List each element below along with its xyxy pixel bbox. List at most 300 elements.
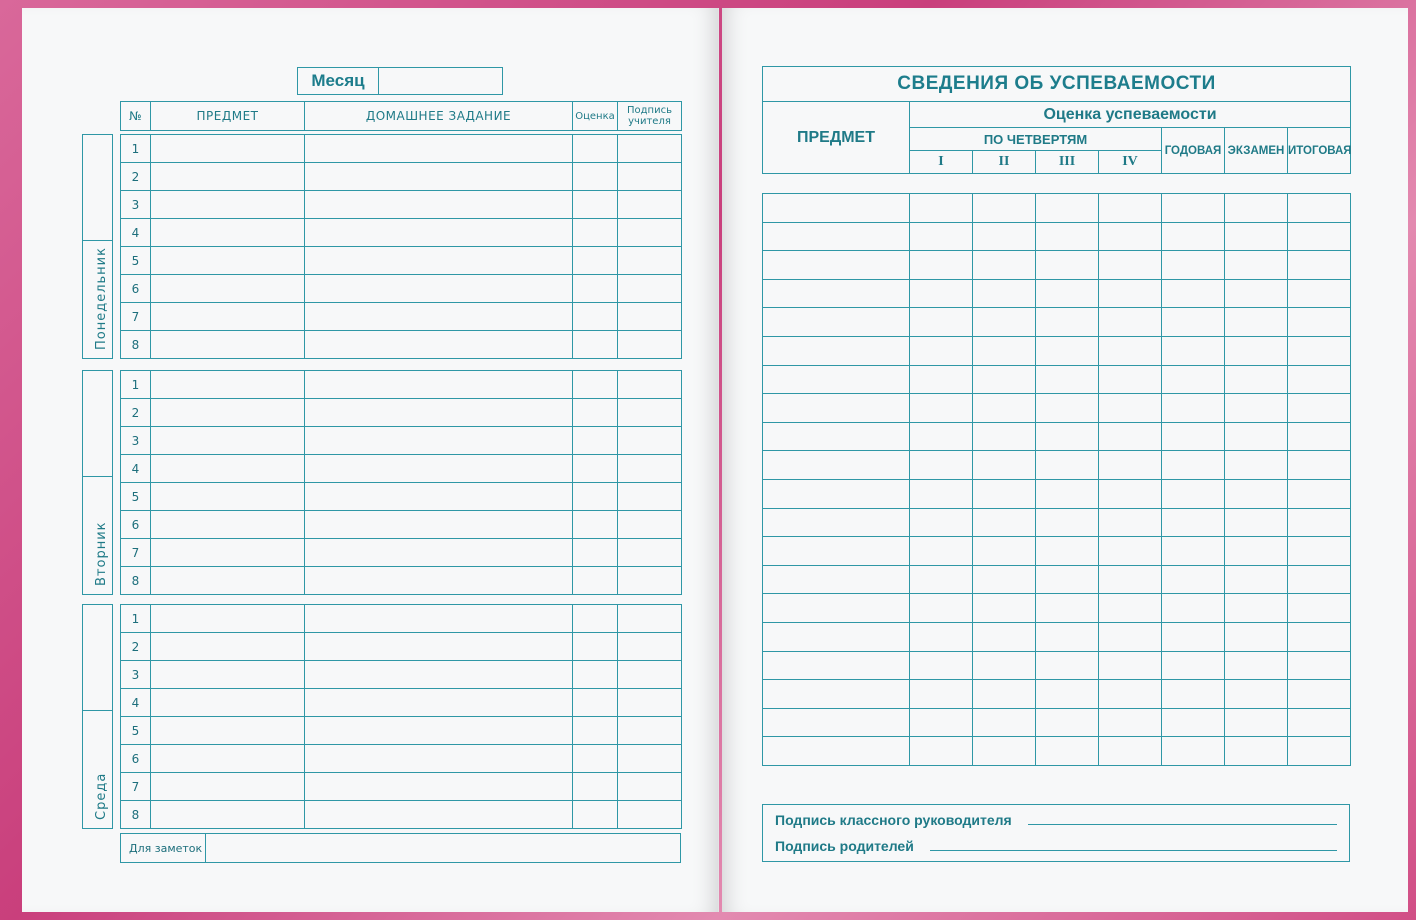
homework-cell[interactable] [305, 745, 573, 773]
performance-row [763, 622, 1351, 651]
signature-cell[interactable] [618, 191, 682, 219]
homework-cell[interactable] [305, 633, 573, 661]
subject-cell[interactable] [763, 451, 910, 480]
lesson-number: 6 [121, 275, 151, 303]
quarter-4-cell[interactable] [1099, 622, 1162, 651]
grade-cell[interactable] [573, 539, 618, 567]
homework-cell[interactable] [305, 427, 573, 455]
final-cell[interactable] [1288, 708, 1351, 737]
subject-cell[interactable] [763, 222, 910, 251]
subject-cell[interactable] [151, 567, 305, 595]
subject-cell[interactable] [151, 801, 305, 829]
signature-cell[interactable] [618, 163, 682, 191]
yearly-cell[interactable] [1162, 222, 1225, 251]
subject-cell[interactable] [763, 737, 910, 766]
quarter-3-cell[interactable] [1036, 194, 1099, 223]
exam-cell[interactable] [1225, 365, 1288, 394]
performance-row [763, 308, 1351, 337]
homework-cell[interactable] [305, 135, 573, 163]
grade-cell[interactable] [573, 801, 618, 829]
quarter-3-cell[interactable] [1036, 279, 1099, 308]
performance-row [763, 451, 1351, 480]
yearly-cell[interactable] [1162, 451, 1225, 480]
final-cell[interactable] [1288, 594, 1351, 623]
grade-cell[interactable] [573, 399, 618, 427]
quarter-1-cell[interactable] [910, 394, 973, 423]
quarter-4-cell[interactable] [1099, 422, 1162, 451]
subject-cell[interactable] [763, 565, 910, 594]
quarter-4-cell[interactable] [1099, 222, 1162, 251]
exam-cell[interactable] [1225, 479, 1288, 508]
homework-cell[interactable] [305, 801, 573, 829]
quarter-2-cell[interactable] [973, 737, 1036, 766]
subject-cell[interactable] [151, 689, 305, 717]
subject-cell[interactable] [151, 219, 305, 247]
subject-cell[interactable] [151, 539, 305, 567]
yearly-cell[interactable] [1162, 622, 1225, 651]
subject-cell[interactable] [763, 594, 910, 623]
final-cell[interactable] [1288, 308, 1351, 337]
yearly-cell[interactable] [1162, 651, 1225, 680]
performance-row [763, 565, 1351, 594]
quarter-4-cell[interactable] [1099, 279, 1162, 308]
subject-cell[interactable] [151, 331, 305, 359]
exam-cell[interactable] [1225, 251, 1288, 280]
yearly-cell[interactable] [1162, 594, 1225, 623]
subject-cell[interactable] [763, 251, 910, 280]
day-schedule-table [120, 604, 682, 829]
exam-cell[interactable] [1225, 394, 1288, 423]
homework-cell[interactable] [305, 773, 573, 801]
quarter-2-cell[interactable] [973, 422, 1036, 451]
lesson-number: 4 [121, 219, 151, 247]
grade-cell[interactable] [573, 689, 618, 717]
grade-cell[interactable] [573, 371, 618, 399]
exam-cell[interactable] [1225, 594, 1288, 623]
lesson-number: 7 [121, 539, 151, 567]
lesson-number: 8 [121, 567, 151, 595]
subject-cell[interactable] [763, 708, 910, 737]
subject-cell[interactable] [763, 651, 910, 680]
homework-cell[interactable] [305, 191, 573, 219]
quarter-4-cell[interactable] [1099, 451, 1162, 480]
exam-cell[interactable] [1225, 222, 1288, 251]
quarter-3-cell[interactable] [1036, 222, 1099, 251]
exam-cell[interactable] [1225, 422, 1288, 451]
lesson-number: 1 [121, 135, 151, 163]
quarter-1-cell[interactable] [910, 422, 973, 451]
signature-cell[interactable] [618, 303, 682, 331]
month-input-area[interactable] [379, 68, 502, 94]
signature-cell[interactable] [618, 275, 682, 303]
quarter-4-cell[interactable] [1099, 737, 1162, 766]
signature-cell[interactable] [618, 331, 682, 359]
signature-cell[interactable] [618, 511, 682, 539]
final-cell[interactable] [1288, 479, 1351, 508]
quarter-2-cell[interactable] [973, 680, 1036, 709]
yearly-cell[interactable] [1162, 279, 1225, 308]
subject-cell[interactable] [151, 745, 305, 773]
signature-cell[interactable] [618, 661, 682, 689]
homework-cell[interactable] [305, 511, 573, 539]
exam-cell[interactable] [1225, 537, 1288, 566]
notes-field[interactable] [206, 834, 681, 863]
signature-cell[interactable] [618, 135, 682, 163]
col-number-header: № [121, 102, 151, 131]
performance-row [763, 479, 1351, 508]
quarter-4-cell[interactable] [1099, 565, 1162, 594]
signature-cell[interactable] [618, 801, 682, 829]
subject-cell[interactable] [151, 455, 305, 483]
subject-cell[interactable] [151, 399, 305, 427]
lesson-row [121, 399, 682, 427]
quarter-1-cell[interactable] [910, 680, 973, 709]
quarter-1-cell[interactable] [910, 508, 973, 537]
day-label: Среда [93, 772, 109, 820]
homework-cell[interactable] [305, 399, 573, 427]
exam-cell[interactable] [1225, 708, 1288, 737]
subject-cell[interactable] [763, 537, 910, 566]
final-cell[interactable] [1288, 194, 1351, 223]
yearly-cell[interactable] [1162, 336, 1225, 365]
quarter-1-cell[interactable] [910, 279, 973, 308]
signature-cell[interactable] [618, 371, 682, 399]
homework-cell[interactable] [305, 605, 573, 633]
grade-cell[interactable] [573, 163, 618, 191]
signature-cell[interactable] [618, 745, 682, 773]
final-cell[interactable] [1288, 451, 1351, 480]
quarter-2-cell[interactable] [973, 365, 1036, 394]
quarter-3-cell[interactable] [1036, 708, 1099, 737]
quarter-4-cell[interactable] [1099, 251, 1162, 280]
quarter-2-cell[interactable] [973, 336, 1036, 365]
final-cell[interactable] [1288, 279, 1351, 308]
homework-cell[interactable] [305, 219, 573, 247]
grade-cell[interactable] [573, 511, 618, 539]
grade-cell[interactable] [573, 191, 618, 219]
signature-cell[interactable] [618, 427, 682, 455]
quarter-4-cell[interactable] [1099, 308, 1162, 337]
final-cell[interactable] [1288, 508, 1351, 537]
quarter-4-cell[interactable] [1099, 336, 1162, 365]
subject-cell[interactable] [763, 365, 910, 394]
yearly-header: ГОДОВАЯ [1162, 128, 1225, 174]
signature-cell[interactable] [618, 539, 682, 567]
grade-cell[interactable] [573, 275, 618, 303]
subject-cell[interactable] [151, 633, 305, 661]
quarter-3-cell[interactable] [1036, 680, 1099, 709]
lesson-row [121, 745, 682, 773]
quarter-4-cell[interactable] [1099, 594, 1162, 623]
quarter-1-cell[interactable] [910, 479, 973, 508]
exam-cell[interactable] [1225, 336, 1288, 365]
signature-cell[interactable] [618, 455, 682, 483]
signature-cell[interactable] [618, 399, 682, 427]
subject-cell[interactable] [763, 422, 910, 451]
quarter-1-cell[interactable] [910, 365, 973, 394]
exam-cell[interactable] [1225, 308, 1288, 337]
exam-cell[interactable] [1225, 651, 1288, 680]
quarter-2-cell[interactable] [973, 479, 1036, 508]
exam-cell[interactable] [1225, 680, 1288, 709]
signature-cell[interactable] [618, 689, 682, 717]
homework-cell[interactable] [305, 689, 573, 717]
lesson-number: 4 [121, 455, 151, 483]
quarter-3-cell[interactable] [1036, 537, 1099, 566]
exam-cell[interactable] [1225, 279, 1288, 308]
yearly-cell[interactable] [1162, 680, 1225, 709]
subject-cell[interactable] [151, 135, 305, 163]
quarter-2-cell[interactable] [973, 394, 1036, 423]
signature-cell[interactable] [618, 567, 682, 595]
performance-row [763, 680, 1351, 709]
grade-cell[interactable] [573, 567, 618, 595]
subject-cell[interactable] [763, 394, 910, 423]
signature-cell[interactable] [618, 605, 682, 633]
quarter-4-cell[interactable] [1099, 651, 1162, 680]
yearly-cell[interactable] [1162, 251, 1225, 280]
subject-cell[interactable] [763, 508, 910, 537]
grade-cell[interactable] [573, 717, 618, 745]
subject-cell[interactable] [151, 605, 305, 633]
grade-cell[interactable] [573, 455, 618, 483]
grade-cell[interactable] [573, 219, 618, 247]
quarter-1-cell[interactable] [910, 251, 973, 280]
quarter-4-cell[interactable] [1099, 479, 1162, 508]
final-cell[interactable] [1288, 680, 1351, 709]
quarter-4-cell[interactable] [1099, 508, 1162, 537]
homework-cell[interactable] [305, 303, 573, 331]
quarter-2-cell[interactable] [973, 537, 1036, 566]
performance-row [763, 508, 1351, 537]
signature-cell[interactable] [618, 247, 682, 275]
quarter-1-cell[interactable] [910, 737, 973, 766]
exam-cell[interactable] [1225, 737, 1288, 766]
subject-cell[interactable] [763, 194, 910, 223]
quarter-1-cell[interactable] [910, 308, 973, 337]
final-cell[interactable] [1288, 422, 1351, 451]
quarter-2-cell[interactable] [973, 194, 1036, 223]
exam-cell[interactable] [1225, 194, 1288, 223]
subject-cell[interactable] [151, 427, 305, 455]
quarter-3-cell[interactable] [1036, 565, 1099, 594]
quarter-1-cell[interactable] [910, 708, 973, 737]
quarter-1-cell[interactable] [910, 565, 973, 594]
quarter-4-cell[interactable] [1099, 708, 1162, 737]
homework-cell[interactable] [305, 661, 573, 689]
grade-cell[interactable] [573, 661, 618, 689]
homework-cell[interactable] [305, 275, 573, 303]
quarter-2-cell[interactable] [973, 565, 1036, 594]
yearly-cell[interactable] [1162, 508, 1225, 537]
subject-cell[interactable] [151, 371, 305, 399]
grade-cell[interactable] [573, 303, 618, 331]
subject-cell[interactable] [151, 483, 305, 511]
signature-cell[interactable] [618, 633, 682, 661]
exam-cell[interactable] [1225, 622, 1288, 651]
grade-cell[interactable] [573, 331, 618, 359]
teacher-signature-line[interactable] [1028, 824, 1337, 825]
quarter-4-header: IV [1099, 151, 1162, 174]
homework-cell[interactable] [305, 717, 573, 745]
yearly-cell[interactable] [1162, 479, 1225, 508]
signature-cell[interactable] [618, 483, 682, 511]
lesson-row [121, 455, 682, 483]
quarter-3-cell[interactable] [1036, 365, 1099, 394]
lesson-row [121, 539, 682, 567]
homework-cell[interactable] [305, 483, 573, 511]
col-subject-header: ПРЕДМЕТ [151, 102, 305, 131]
quarter-2-cell[interactable] [973, 308, 1036, 337]
quarter-3-cell[interactable] [1036, 308, 1099, 337]
subject-cell[interactable] [763, 622, 910, 651]
subject-cell[interactable] [763, 308, 910, 337]
signature-cell[interactable] [618, 717, 682, 745]
quarter-2-cell[interactable] [973, 651, 1036, 680]
lesson-number: 6 [121, 511, 151, 539]
homework-cell[interactable] [305, 455, 573, 483]
subject-cell[interactable] [151, 275, 305, 303]
subject-header: ПРЕДМЕТ [763, 102, 910, 174]
yearly-cell[interactable] [1162, 708, 1225, 737]
lesson-row [121, 633, 682, 661]
quarter-4-cell[interactable] [1099, 680, 1162, 709]
lesson-row [121, 191, 682, 219]
homework-cell[interactable] [305, 371, 573, 399]
final-cell[interactable] [1288, 336, 1351, 365]
performance-row [763, 365, 1351, 394]
lesson-number: 1 [121, 605, 151, 633]
signature-header-line2: учителя [628, 116, 671, 127]
performance-row [763, 194, 1351, 223]
parents-signature-line[interactable] [930, 850, 1337, 851]
yearly-cell[interactable] [1162, 422, 1225, 451]
yearly-cell[interactable] [1162, 565, 1225, 594]
lesson-row [121, 135, 682, 163]
quarter-3-cell[interactable] [1036, 737, 1099, 766]
quarter-2-cell[interactable] [973, 708, 1036, 737]
performance-row [763, 394, 1351, 423]
lesson-number: 5 [121, 717, 151, 745]
final-cell[interactable] [1288, 737, 1351, 766]
quarter-3-cell[interactable] [1036, 479, 1099, 508]
subject-cell[interactable] [151, 511, 305, 539]
yearly-cell[interactable] [1162, 365, 1225, 394]
grade-cell[interactable] [573, 483, 618, 511]
quarter-1-cell[interactable] [910, 336, 973, 365]
homework-cell[interactable] [305, 539, 573, 567]
homework-cell[interactable] [305, 331, 573, 359]
quarter-1-cell[interactable] [910, 194, 973, 223]
subject-cell[interactable] [763, 336, 910, 365]
quarter-3-cell[interactable] [1036, 594, 1099, 623]
subject-cell[interactable] [151, 247, 305, 275]
final-cell[interactable] [1288, 651, 1351, 680]
grade-cell[interactable] [573, 745, 618, 773]
subject-cell[interactable] [151, 661, 305, 689]
yearly-cell[interactable] [1162, 394, 1225, 423]
performance-row [763, 651, 1351, 680]
homework-cell[interactable] [305, 567, 573, 595]
quarter-1-cell[interactable] [910, 651, 973, 680]
homework-cell[interactable] [305, 163, 573, 191]
homework-cell[interactable] [305, 247, 573, 275]
quarter-3-cell[interactable] [1036, 508, 1099, 537]
final-cell[interactable] [1288, 394, 1351, 423]
final-cell[interactable] [1288, 365, 1351, 394]
subject-cell[interactable] [151, 163, 305, 191]
quarter-1-cell[interactable] [910, 537, 973, 566]
lesson-number: 2 [121, 399, 151, 427]
quarter-2-cell[interactable] [973, 622, 1036, 651]
quarter-3-cell[interactable] [1036, 422, 1099, 451]
signatures-box [762, 804, 1350, 862]
quarter-1-cell[interactable] [910, 594, 973, 623]
quarter-2-cell[interactable] [973, 508, 1036, 537]
lesson-number: 4 [121, 689, 151, 717]
quarter-2-cell[interactable] [973, 451, 1036, 480]
signature-cell[interactable] [618, 773, 682, 801]
quarter-2-cell[interactable] [973, 594, 1036, 623]
grade-cell[interactable] [573, 605, 618, 633]
quarter-3-cell[interactable] [1036, 622, 1099, 651]
grade-cell[interactable] [573, 247, 618, 275]
final-cell[interactable] [1288, 565, 1351, 594]
quarter-2-cell[interactable] [973, 279, 1036, 308]
quarter-3-cell[interactable] [1036, 336, 1099, 365]
subject-cell[interactable] [151, 303, 305, 331]
yearly-cell[interactable] [1162, 308, 1225, 337]
subject-cell[interactable] [151, 773, 305, 801]
quarter-4-cell[interactable] [1099, 365, 1162, 394]
day-label: Понедельник [93, 247, 109, 350]
yearly-cell[interactable] [1162, 737, 1225, 766]
quarter-1-cell[interactable] [910, 622, 973, 651]
grade-cell[interactable] [573, 773, 618, 801]
quarter-3-cell[interactable] [1036, 251, 1099, 280]
quarter-1-cell[interactable] [910, 222, 973, 251]
exam-cell[interactable] [1225, 451, 1288, 480]
subject-cell[interactable] [151, 717, 305, 745]
quarter-3-cell[interactable] [1036, 651, 1099, 680]
quarter-4-cell[interactable] [1099, 394, 1162, 423]
subject-cell[interactable] [763, 680, 910, 709]
subject-cell[interactable] [763, 479, 910, 508]
final-cell[interactable] [1288, 622, 1351, 651]
exam-cell[interactable] [1225, 508, 1288, 537]
final-cell[interactable] [1288, 222, 1351, 251]
final-cell[interactable] [1288, 251, 1351, 280]
grade-cell[interactable] [573, 135, 618, 163]
final-cell[interactable] [1288, 537, 1351, 566]
quarter-4-cell[interactable] [1099, 537, 1162, 566]
subject-cell[interactable] [763, 279, 910, 308]
quarter-2-cell[interactable] [973, 222, 1036, 251]
quarter-2-cell[interactable] [973, 251, 1036, 280]
grade-cell[interactable] [573, 427, 618, 455]
quarter-1-cell[interactable] [910, 451, 973, 480]
yearly-cell[interactable] [1162, 194, 1225, 223]
month-field [297, 67, 503, 95]
subject-cell[interactable] [151, 191, 305, 219]
quarter-3-cell[interactable] [1036, 394, 1099, 423]
exam-cell[interactable] [1225, 565, 1288, 594]
quarter-4-cell[interactable] [1099, 194, 1162, 223]
yearly-cell[interactable] [1162, 537, 1225, 566]
grade-cell[interactable] [573, 633, 618, 661]
signature-cell[interactable] [618, 219, 682, 247]
quarter-3-cell[interactable] [1036, 451, 1099, 480]
